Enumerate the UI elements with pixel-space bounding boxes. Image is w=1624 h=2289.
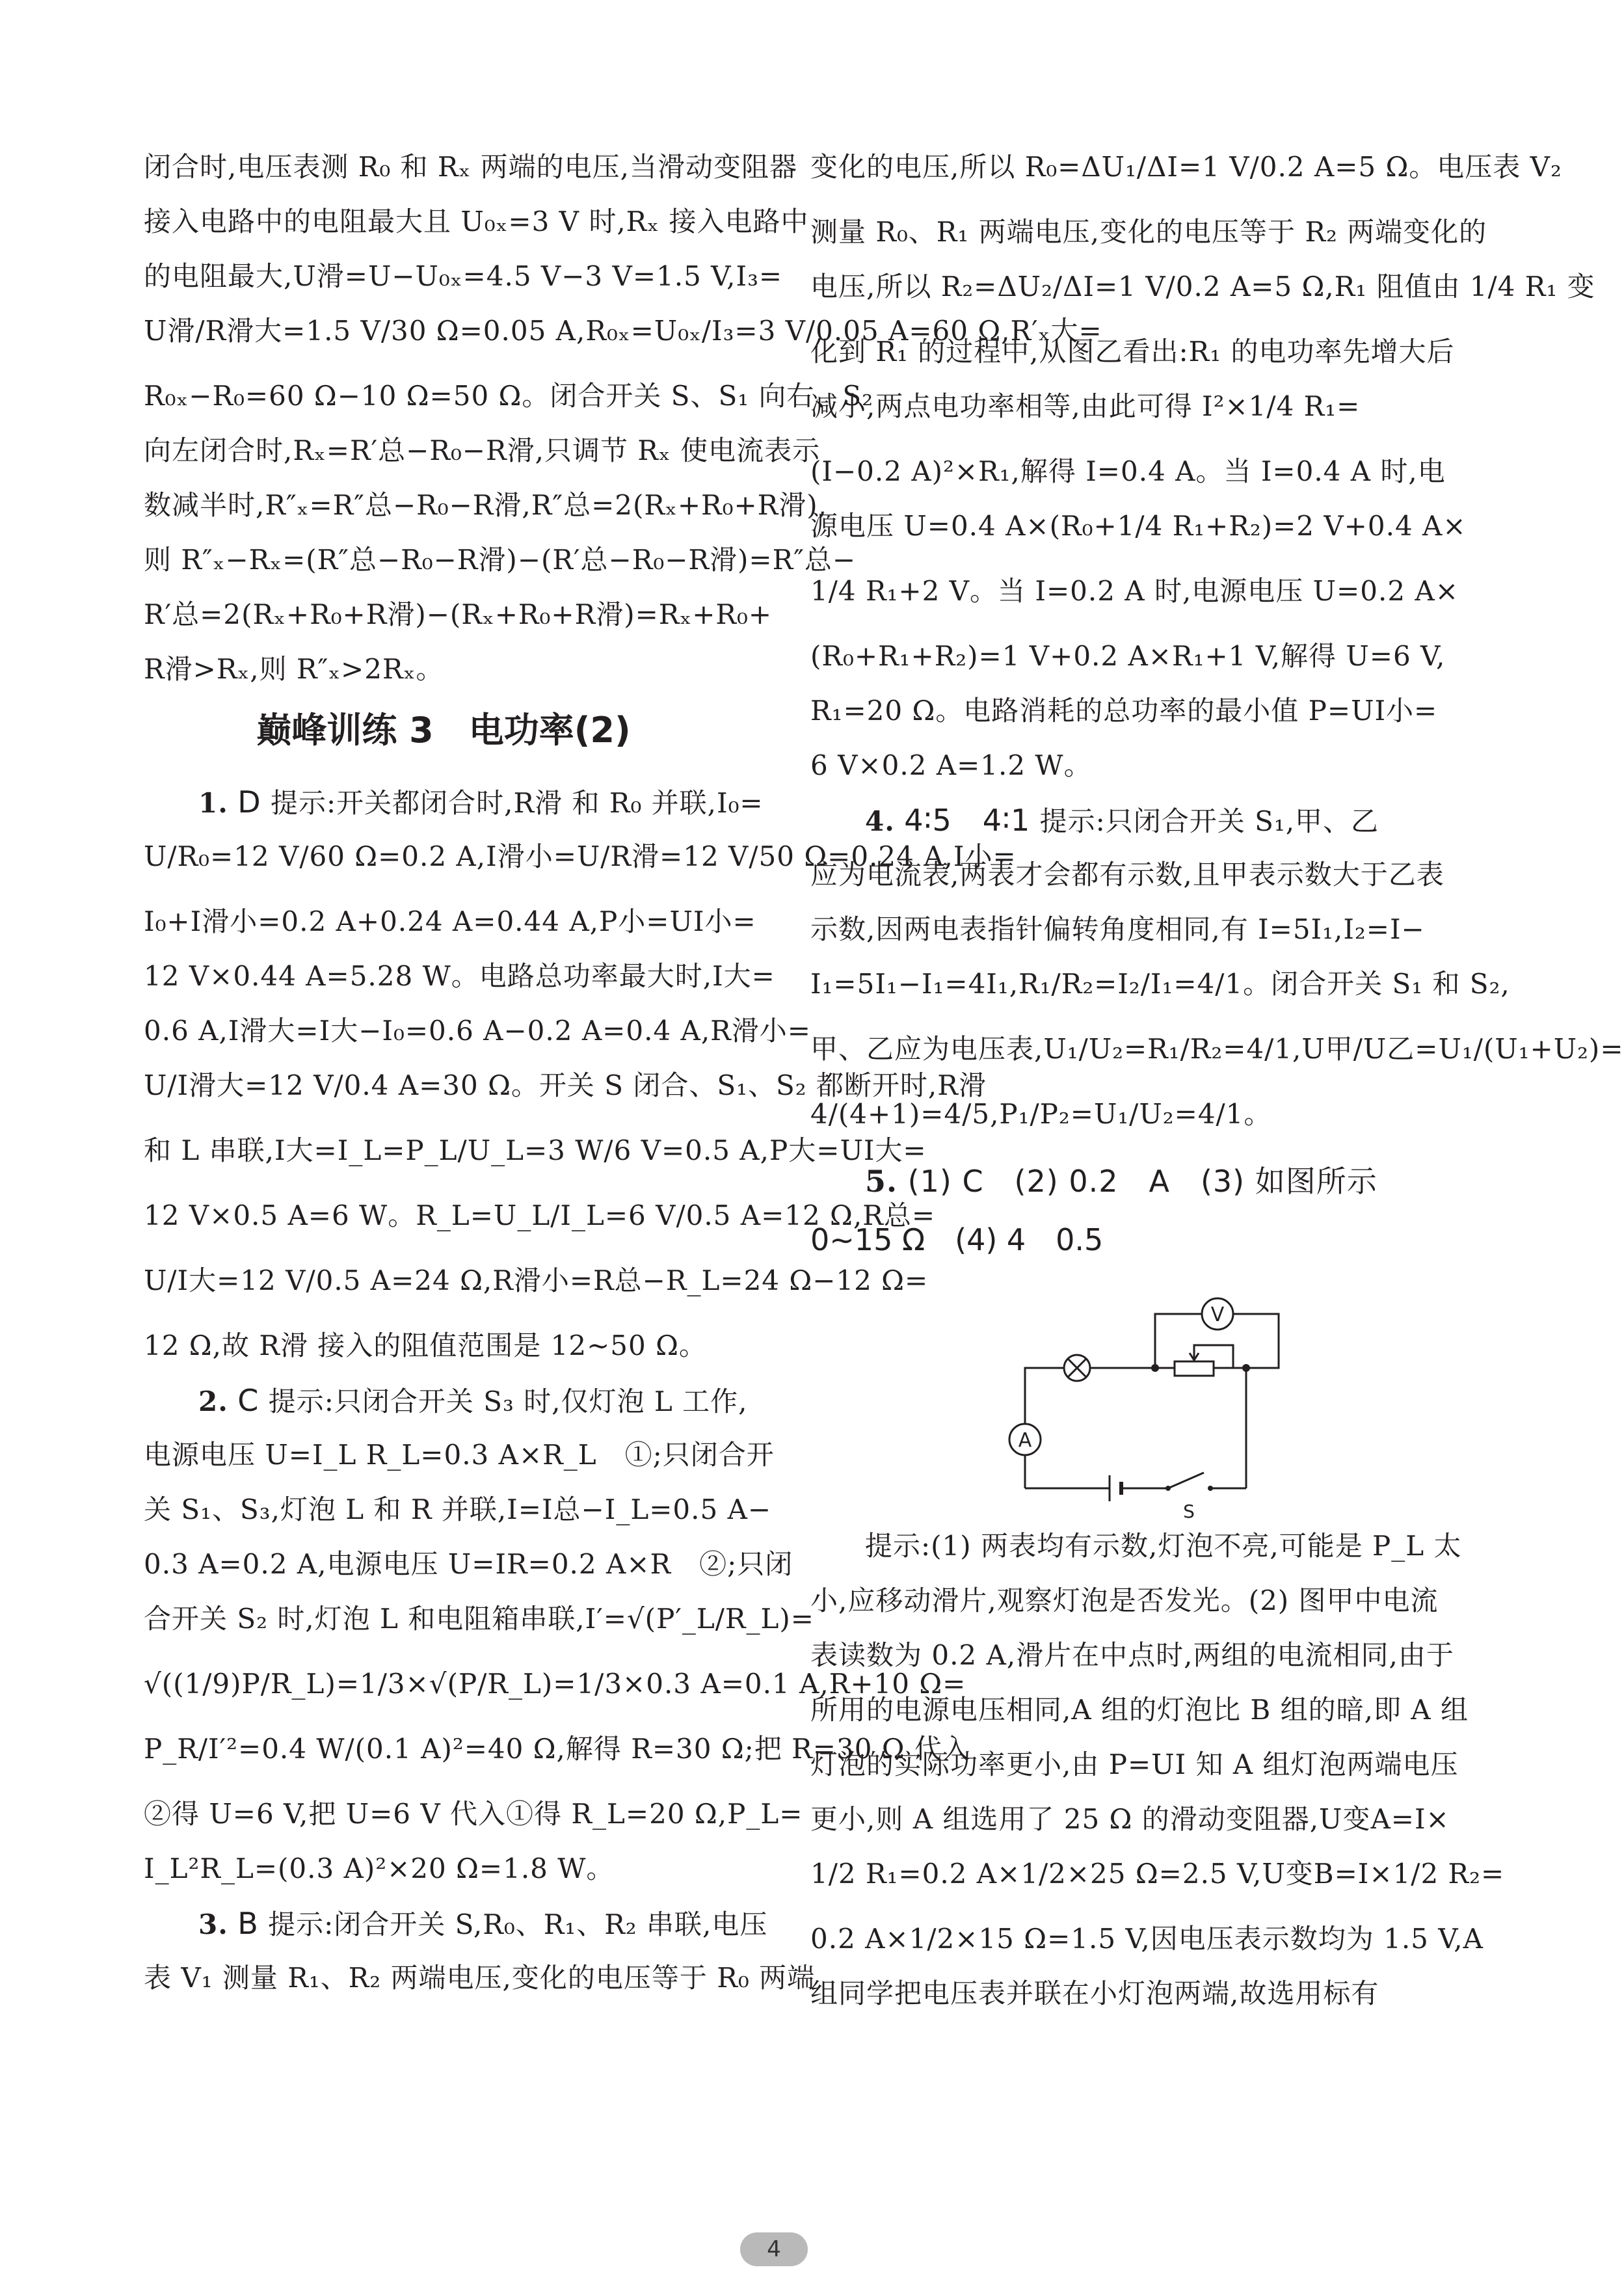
text-line: R₁=20 Ω。电路消耗的总功率的最小值 P=UI小=: [810, 695, 1438, 727]
question-number: 3.: [198, 1908, 228, 1940]
question-3-header: [144, 1906, 768, 1941]
text-line: 0.6 A,I滑大=I大−I₀=0.6 A−0.2 A=0.4 A,R滑小=: [144, 1015, 811, 1047]
question-5-header: [810, 1163, 1410, 1199]
text-line: U/I大=12 V/0.5 A=24 Ω,R滑小=R总−R_L=24 Ω−12 Ω=: [144, 1265, 929, 1296]
rheostat-symbol: [1175, 1361, 1214, 1376]
text-line: 应为电流表,两表才会都有示数,且甲表示数大于乙表: [810, 859, 1444, 890]
text-line: 1/2 R₁=0.2 A×1/2×25 Ω=2.5 V,U变B=I×1/2 R₂=: [810, 1858, 1505, 1890]
section-title: 巅峰训练 3 电功率(2): [256, 710, 631, 751]
text-line: 向左闭合时,Rₓ=R′总−R₀−R滑,只调节 Rₓ 使电流表示: [144, 435, 821, 466]
text-line: 减小,两点电功率相等,由此可得 I²×1/4 R₁=: [810, 390, 1361, 422]
text-line: 更小,则 A 组选用了 25 Ω 的滑动变阻器,U变A=I×: [810, 1803, 1450, 1835]
text-line: 甲、乙应为电压表,U₁/U₂=R₁/R₂=4/1,U甲/U乙=U₁/(U₁+U₂)=: [810, 1033, 1624, 1065]
right-column: [810, 151, 1624, 2032]
text-line: 0.2 A×1/2×15 Ω=1.5 V,因电压表示数均为 1.5 V,A: [810, 1923, 1484, 1955]
hint-text: 提示:只闭合开关 S₁,甲、乙: [1039, 805, 1379, 837]
text-line: 测量 R₀、R₁ 两端电压,变化的电压等于 R₂ 两端变化的: [810, 216, 1487, 248]
text-line: I_L²R_L=(0.3 A)²×20 Ω=1.8 W。: [144, 1853, 615, 1884]
text-line: (R₀+R₁+R₂)=1 V+0.2 A×R₁+1 V,解得 U=6 V,: [810, 640, 1446, 672]
hint-text: 提示:只闭合开关 S₃ 时,仅灯泡 L 工作,: [268, 1385, 748, 1417]
question-1-header: [144, 784, 764, 820]
text-line: 数减半时,R″ₓ=R″总−R₀−R滑,R″总=2(Rₓ+R₀+R滑),: [144, 489, 828, 521]
question-2-header: [144, 1383, 748, 1418]
text-line: √((1/9)P/R_L)=1/3×√(P/R_L)=1/3×0.3 A=0.1 A,R+10 Ω=: [144, 1668, 966, 1700]
junction-dot: [1151, 1364, 1159, 1372]
question-answer-cont: 0~15 Ω (4) 4 0.5: [810, 1222, 1104, 1257]
question-answer: B: [237, 1906, 259, 1941]
page-number: 4: [740, 2232, 808, 2266]
circuit-wire: [1233, 1314, 1279, 1368]
text-line: 12 V×0.5 A=6 W。R_L=U_L/I_L=6 V/0.5 A=12 Ω,R总=: [144, 1199, 936, 1231]
text-line: 12 V×0.44 A=5.28 W。电路总功率最大时,I大=: [144, 960, 775, 992]
text-line: U/R₀=12 V/60 Ω=0.2 A,I滑小=U/R滑=12 V/50 Ω=0.24 A,I小=: [144, 840, 1017, 872]
text-line: 接入电路中的电阻最大且 U₀ₓ=3 V 时,Rₓ 接入电路中: [144, 206, 809, 237]
question-number: 2.: [198, 1385, 228, 1417]
question-answer: C: [237, 1383, 260, 1418]
text-line: 则 R″ₓ−Rₓ=(R″总−R₀−R滑)−(R′总−R₀−R滑)=R″总−: [144, 544, 857, 576]
junction-dot: [1242, 1364, 1250, 1372]
text-line: (I−0.2 A)²×R₁,解得 I=0.4 A。当 I=0.4 A 时,电: [810, 455, 1446, 487]
question-number: 5.: [865, 1164, 898, 1199]
text-line: ②得 U=6 V,把 U=6 V 代入①得 R_L=20 Ω,P_L=: [144, 1798, 803, 1830]
question-answer: 4∶5 4∶1: [904, 803, 1031, 838]
text-line: 0.3 A=0.2 A,电源电压 U=IR=0.2 A×R ②;只闭: [144, 1548, 793, 1580]
circuit-wire: [1181, 1368, 1246, 1488]
switch-blade: [1168, 1473, 1204, 1488]
switch-label: S: [1183, 1501, 1195, 1522]
text-line: 6 V×0.2 A=1.2 W。: [810, 749, 1092, 781]
text-line: I₀+I滑小=0.2 A+0.24 A=0.44 A,P小=UI小=: [144, 905, 756, 937]
text-line: 表 V₁ 测量 R₁、R₂ 两端电压,变化的电压等于 R₀ 两端: [144, 1962, 816, 1994]
switch-contact: [1165, 1486, 1171, 1491]
text-line: 1/4 R₁+2 V。当 I=0.2 A 时,电源电压 U=0.2 A×: [810, 575, 1459, 607]
text-line: 小,应移动滑片,观察灯泡是否发光。(2) 图甲中电流: [810, 1585, 1439, 1616]
switch-contact: [1208, 1486, 1213, 1491]
text-line: 合开关 S₂ 时,灯泡 L 和电阻箱串联,I′=√(P′_L/R_L)=: [144, 1603, 814, 1635]
text-line: 闭合时,电压表测 R₀ 和 Rₓ 两端的电压,当滑动变阻器: [144, 151, 797, 183]
text-line: U滑/R滑大=1.5 V/30 Ω=0.05 A,R₀ₓ=U₀ₓ/I₃=3 V/0.05 A=60 Ω,R′ₓ大=: [144, 315, 1102, 347]
text-line: P_R/I′²=0.4 W/(0.1 A)²=40 Ω,解得 R=30 Ω;把 R=30 Ω 代入: [144, 1733, 970, 1765]
text-line: U/I滑大=12 V/0.4 A=30 Ω。开关 S 闭合、S₁、S₂ 都断开时,R滑: [144, 1069, 987, 1101]
text-line: R′总=2(Rₓ+R₀+R滑)−(Rₓ+R₀+R滑)=Rₓ+R₀+: [144, 598, 773, 630]
text-line: 灯泡的实际功率更小,由 P=UI 知 A 组灯泡两端电压: [810, 1748, 1459, 1780]
ammeter-label: A: [1018, 1429, 1032, 1452]
text-line: 源电压 U=0.4 A×(R₀+1/4 R₁+R₂)=2 V+0.4 A×: [810, 510, 1467, 542]
hint-line: 提示:(1) 两表均有示数,灯泡不亮,可能是 P_L 太: [865, 1530, 1462, 1562]
text-line: I₁=5I₁−I₁=4I₁,R₁/R₂=I₂/I₁=4/1。闭合开关 S₁ 和 S₂,: [810, 968, 1510, 1000]
text-line: 电压,所以 R₂=ΔU₂/ΔI=1 V/0.2 A=5 Ω,R₁ 阻值由 1/4 R₁ 变: [810, 271, 1595, 302]
text-line: 的电阻最大,U滑=U−U₀ₓ=4.5 V−3 V=1.5 V,I₃=: [144, 260, 783, 292]
text-line: 12 Ω,故 R滑 接入的阻值范围是 12~50 Ω。: [144, 1330, 707, 1361]
text-line: R₀ₓ−R₀=60 Ω−10 Ω=50 Ω。闭合开关 S、S₁ 向右、S₂: [144, 380, 874, 412]
text-line: 关 S₁、S₃,灯泡 L 和 R 并联,I=I总−I_L=0.5 A−: [144, 1493, 772, 1525]
question-number: 1.: [198, 787, 228, 819]
voltmeter-label: V: [1210, 1304, 1225, 1326]
text-line: 电源电压 U=I_L R_L=0.3 A×R_L ①;只闭合开: [144, 1439, 775, 1471]
hint-text: 提示:开关都闭合时,R滑 和 R₀ 并联,I₀=: [271, 787, 764, 819]
text-line: R滑>Rₓ,则 R″ₓ>2Rₓ。: [144, 653, 444, 685]
text-line: 化到 R₁ 的过程中,从图乙看出:R₁ 的电功率先增大后: [810, 336, 1455, 368]
text-line: 所用的电源电压相同,A 组的灯泡比 B 组的暗,即 A 组: [810, 1694, 1469, 1726]
text-line: 组同学把电压表并联在小灯泡两端,故选用标有: [810, 1977, 1379, 2009]
text-line: 4/(4+1)=4/5,P₁/P₂=U₁/U₂=4/1。: [810, 1098, 1272, 1130]
hint-text: 提示:闭合开关 S,R₀、R₁、R₂ 串联,电压: [268, 1908, 768, 1940]
question-number: 4.: [865, 805, 895, 837]
question-answer: D: [237, 784, 261, 820]
text-line: 变化的电压,所以 R₀=ΔU₁/ΔI=1 V/0.2 A=5 Ω。电压表 V₂: [810, 151, 1562, 183]
question-answer: (1) C (2) 0.2 A (3) 如图所示: [907, 1164, 1378, 1199]
text-line: 表读数为 0.2 A,滑片在中点时,两组的电流相同,由于: [810, 1639, 1454, 1671]
question-4-header: [810, 804, 1410, 837]
text-line: 示数,因两电表指针偏转角度相同,有 I=5I₁,I₂=I−: [810, 913, 1425, 945]
circuit-diagram: [810, 1293, 1410, 1522]
text-line: 和 L 串联,I大=I_L=P_L/U_L=3 W/6 V=0.5 A,P大=UI大=: [144, 1134, 927, 1166]
